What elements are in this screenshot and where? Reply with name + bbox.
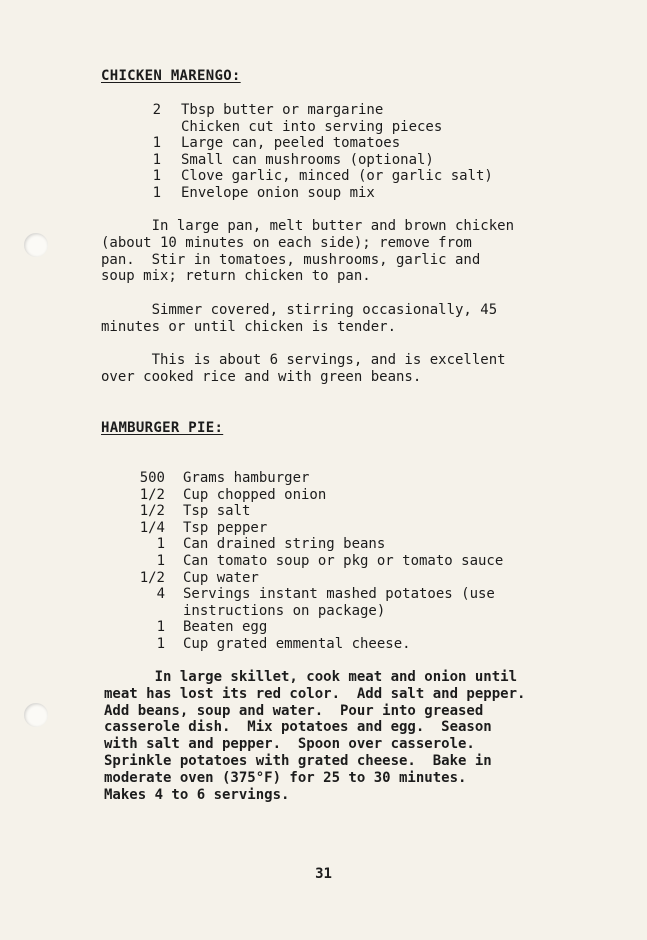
ingredient-text: Small can mushrooms (optional) (181, 151, 434, 168)
ingredient-text: Beaten egg (183, 619, 268, 636)
instruction-paragraph: Simmer covered, stirring occasionally, 45 minutes or until chicken is tender. (101, 302, 498, 335)
ingredient-text: Cup chopped onion (183, 486, 327, 503)
ingredient-row (101, 135, 493, 152)
instruction-paragraph: This is about 6 servings, and is excellent over cooked rice and with green beans. (101, 352, 506, 385)
ingredient-row (101, 586, 503, 619)
ingredient-text: Cup grated emmental cheese. (183, 635, 411, 652)
ingredient-qty: 1 (152, 168, 161, 185)
ingredient-qty: 1 (156, 536, 165, 553)
ingredient-row (101, 619, 503, 636)
ingredient-row (101, 102, 493, 119)
ingredient-text: Can drained string beans (183, 536, 386, 553)
instruction-paragraph: In large skillet, cook meat and onion until meat has lost its red color. Add salt and pepper. Add beans, soup and water. Pour into greased casserole dish. Mix potatoes and egg. Season with salt and pepper. Spoon over casserole. Sprinkle potatoes with grated cheese. Bake in moderate oven (375°F) for 25 to 30 minutes. Makes 4 to 6 servings. (104, 669, 526, 803)
ingredient-row (101, 636, 503, 653)
ingredient-text: Cup water (183, 569, 259, 586)
ingredient-list (101, 470, 503, 653)
ingredient-row (101, 152, 493, 169)
ingredient-text: Clove garlic, minced (or garlic salt) (181, 168, 493, 185)
ingredient-qty: 500 (139, 470, 165, 486)
recipe-title-hamburger-pie: HAMBURGER PIE: (101, 420, 224, 436)
ingredient-qty: 1/2 (139, 503, 165, 520)
ingredient-qty: 1 (152, 135, 161, 152)
ingredient-row (101, 570, 503, 587)
ingredient-qty: 1 (152, 184, 161, 201)
ingredient-text: Tbsp butter or margarine (181, 102, 384, 118)
ingredient-row (101, 487, 503, 504)
ingredient-row (101, 185, 493, 202)
ingredient-list (101, 102, 493, 202)
ingredient-text: Grams hamburger (183, 470, 310, 486)
page-number: 31 (315, 866, 332, 882)
ingredient-qty: 1 (156, 552, 165, 569)
ingredient-row (101, 119, 493, 136)
ingredient-text: Servings instant mashed potatoes (use instructions on package) (183, 586, 495, 619)
ingredient-text: Tsp pepper (183, 519, 268, 536)
ingredient-qty: 1/2 (139, 569, 165, 586)
ingredient-row (101, 536, 503, 553)
ingredient-text: Can tomato soup or pkg or tomato sauce (183, 552, 504, 569)
ingredient-qty: 4 (156, 586, 165, 603)
ingredient-row (101, 520, 503, 537)
ingredient-qty: 2 (152, 102, 161, 118)
binder-hole (24, 233, 48, 257)
ingredient-qty: 1 (156, 619, 165, 636)
ingredient-text: Tsp salt (183, 503, 251, 520)
ingredient-row (101, 503, 503, 520)
ingredient-text: Chicken cut into serving pieces (181, 118, 443, 135)
ingredient-qty: 1 (152, 151, 161, 168)
binder-hole (24, 703, 48, 727)
recipe-title-chicken-marengo: CHICKEN MARENGO: (101, 68, 241, 84)
ingredient-row (101, 553, 503, 570)
ingredient-qty: 1 (156, 635, 165, 652)
ingredient-text: Envelope onion soup mix (181, 184, 375, 201)
ingredient-qty: 1/4 (139, 519, 165, 536)
ingredient-row (101, 470, 503, 487)
ingredient-qty: 1/2 (139, 486, 165, 503)
ingredient-text: Large can, peeled tomatoes (181, 135, 401, 152)
instruction-paragraph: In large pan, melt butter and brown chicken (about 10 minutes on each side); remove from pan. Stir in tomatoes, mushrooms, garlic and soup mix; return chicken to pan. (101, 218, 515, 285)
ingredient-row (101, 168, 493, 185)
